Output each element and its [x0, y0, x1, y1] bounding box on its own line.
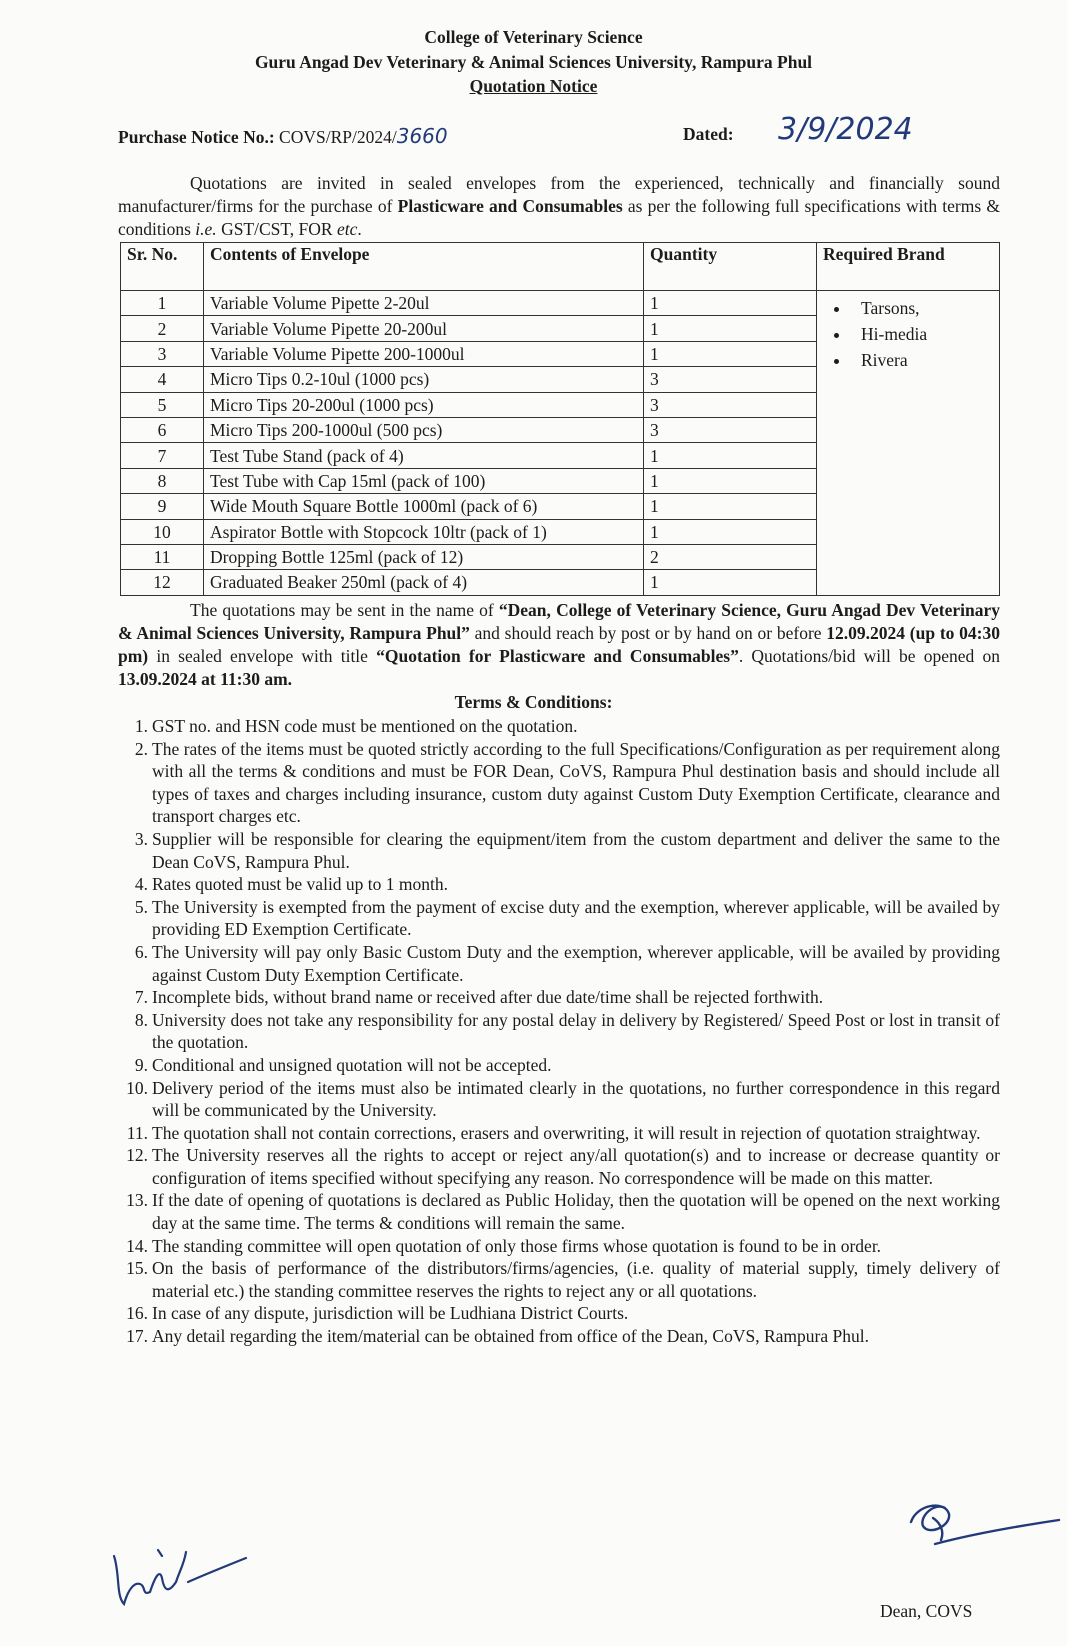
- intro-italic-2: etc: [336, 219, 358, 239]
- row-sr: 7: [121, 443, 204, 468]
- term-item: 3. Supplier will be responsible for clearing the equipment/item from the custom department and deliver the same to the Dean CoVS, Rampura Phul.: [134, 828, 1000, 872]
- initials-signature-left: [106, 1534, 256, 1614]
- header-quantity: Quantity: [644, 243, 817, 291]
- term-text: Conditional and unsigned quotation will not be accepted.: [152, 1054, 552, 1075]
- term-text: Delivery period of the items must also be intimated clearly in the quotations, no further correspondence in this regard will be communicated by the University.: [152, 1077, 1000, 1121]
- row-item: Micro Tips 200-1000ul (500 pcs): [204, 417, 644, 442]
- term-item: 7. Incomplete bids, without brand name or received after due date/time shall be rejected forthwith.: [134, 987, 824, 1008]
- term-item: 10. Delivery period of the items must also be intimated clearly in the quotations, no further correspondence in this regard will be communicated by the University.: [126, 1077, 1000, 1121]
- brand-list: [823, 295, 993, 373]
- intro-text-4: .: [357, 219, 362, 239]
- term-item: 1. GST no. and HSN code must be mentioned on the quotation.: [134, 716, 578, 736]
- row-sr: 12: [121, 570, 204, 595]
- instructions-addressee: “Dean, College of Veterinary Science, Guru Angad Dev Veterinary & Animal Sciences University, Rampura Phul”: [118, 600, 1000, 643]
- row-sr: 5: [121, 392, 204, 417]
- university-name: Guru Angad Dev Veterinary & Animal Sciences University, Rampura Phul: [254, 52, 813, 72]
- intro-text-2: as per the following full specifications with terms & conditions: [118, 196, 1000, 239]
- notice-title: Quotation Notice: [469, 76, 598, 96]
- term-text: Supplier will be responsible for clearing the equipment/item from the custom department and deliver the same to the Dean CoVS, Rampura Phul.: [152, 828, 1000, 872]
- row-item: Micro Tips 20-200ul (1000 pcs): [204, 392, 644, 417]
- row-item: Graduated Beaker 250ml (pack of 4): [204, 570, 644, 595]
- row-sr: 11: [121, 544, 204, 569]
- row-item: Test Tube Stand (pack of 4): [204, 443, 644, 468]
- instructions-envelope-title: “Quotation for Plasticware and Consumables”: [376, 646, 739, 666]
- term-item: 4. Rates quoted must be valid up to 1 month.: [134, 874, 449, 895]
- row-sr: 8: [121, 468, 204, 493]
- intro-text-3: GST/CST, FOR: [216, 219, 337, 239]
- row-qty: 1: [644, 468, 817, 493]
- header-sr-no: Sr. No.: [121, 243, 204, 291]
- term-text: Any detail regarding the item/material can be obtained from office of the Dean, CoVS, Rampura Phul.: [152, 1326, 869, 1347]
- term-text: University does not take any responsibility for any postal delay in delivery by Registered/ Speed Post or lost in transit of the quotation.: [152, 1009, 1000, 1053]
- row-item: Aspirator Bottle with Stopcock 10ltr (pack of 1): [204, 519, 644, 544]
- brand-item: • Rivera: [851, 347, 993, 373]
- intro-paragraph: [118, 172, 1000, 241]
- row-sr: 3: [121, 341, 204, 366]
- purchase-notice-handwritten-number: 3660: [396, 124, 448, 148]
- term-item: 5. The University is exempted from the payment of excise duty and the exemption, wherever applicable, will be availed by providing ED Exemption Certificate.: [134, 896, 1000, 940]
- row-sr: 4: [121, 367, 204, 392]
- instructions-text-1: The quotations may be sent in the name of: [190, 600, 499, 620]
- intro-bold: Plasticware and Consumables: [397, 196, 623, 216]
- dean-signature: [905, 1492, 1065, 1562]
- table-header-row: [121, 243, 1000, 291]
- row-item: Wide Mouth Square Bottle 1000ml (pack of 6): [204, 494, 644, 519]
- term-text: The quotation shall not contain corrections, erasers and overwriting, it will result in rejection of quotation straightway.: [152, 1122, 981, 1143]
- term-text: GST no. and HSN code must be mentioned on the quotation.: [152, 716, 578, 736]
- term-item: 13. If the date of opening of quotations is declared as Public Holiday, then the quotation will be opened on the next working day at the same time. The terms & conditions will remain the same.: [126, 1190, 1000, 1234]
- term-item: 11. The quotation shall not contain corrections, erasers and overwriting, it will result in rejection of quotation straightway.: [126, 1122, 981, 1143]
- term-item: 9. Conditional and unsigned quotation will not be accepted.: [134, 1054, 552, 1075]
- term-text: The rates of the items must be quoted strictly according to the full Specifications/Configuration as per requirement along with all the terms & conditions and must be FOR Dean, CoVS, Rampura Phul destination basis and should include all types of taxes and charges including insurance, custom duty against Custom Duty Exemption Certificate, clearance and transport charges etc.: [152, 738, 1000, 827]
- header-contents: Contents of Envelope: [204, 243, 644, 291]
- purchase-notice-label: Purchase Notice No.:: [118, 127, 275, 147]
- instructions-text-4: . Quotations/bid will be opened on: [738, 646, 1000, 666]
- row-item: Variable Volume Pipette 2-20ul: [204, 291, 644, 316]
- term-text: The University reserves all the rights to accept or reject any/all quotation(s) and to increase or decrease quantity or configuration of items specified without specifying any reason. No correspondence will be made on this matter.: [152, 1145, 1000, 1188]
- brand-item: • Tarsons,: [851, 295, 993, 321]
- row-sr: 10: [121, 519, 204, 544]
- row-qty: 1: [644, 570, 817, 595]
- intro-text-1: Quotations are invited in sealed envelopes from the experienced, technically and financially sound manufacturer/firms for the purchase of: [118, 173, 1000, 216]
- purchase-notice-line: [118, 124, 448, 148]
- handwritten-date: 3/9/2024: [778, 112, 913, 147]
- row-qty: 3: [644, 367, 817, 392]
- signatory-title: Dean, COVS: [880, 1601, 973, 1621]
- row-item: Variable Volume Pipette 20-200ul: [204, 316, 644, 341]
- term-item: 8. University does not take any responsibility for any postal delay in delivery by Registered/ Speed Post or lost in transit of the quotation.: [134, 1009, 1000, 1053]
- instructions-text-2: and should reach by post or by hand on or before: [469, 623, 827, 643]
- submission-instructions: [118, 599, 1000, 691]
- row-qty: 3: [644, 392, 817, 417]
- row-qty: 1: [644, 341, 817, 366]
- purchase-notice-prefix: COVS/RP/2024/: [279, 127, 397, 147]
- term-text: Incomplete bids, without brand name or received after due date/time shall be rejected forthwith.: [152, 987, 824, 1008]
- row-qty: 1: [644, 443, 817, 468]
- table-row: [121, 291, 1000, 316]
- intro-italic: i.e.: [195, 219, 217, 239]
- brand-item: • Hi-media: [851, 321, 993, 347]
- row-sr: 1: [121, 291, 204, 316]
- term-text: The standing committee will open quotation of only those firms whose quotation is found to be in order.: [152, 1235, 882, 1256]
- instructions-opening-date: 13.09.2024 at 11:30 am.: [118, 669, 293, 689]
- terms-list: [118, 715, 1000, 1348]
- instructions-text-3: in sealed envelope with title: [148, 646, 377, 666]
- term-item: 12. The University reserves all the rights to accept or reject any/all quotation(s) and to increase or decrease quantity or configuration of items specified without specifying any reason. No correspondence will be made on this matter.: [126, 1145, 1000, 1188]
- terms-title: Terms & Conditions:: [454, 692, 613, 712]
- row-sr: 6: [121, 417, 204, 442]
- row-sr: 9: [121, 494, 204, 519]
- college-name: College of Veterinary Science: [424, 27, 643, 47]
- row-qty: 1: [644, 291, 817, 316]
- required-brand-cell: [817, 291, 1000, 596]
- term-text: In case of any dispute, jurisdiction will be Ludhiana District Courts.: [152, 1303, 629, 1324]
- items-table: [120, 242, 1000, 596]
- row-qty: 1: [644, 519, 817, 544]
- row-sr: 2: [121, 316, 204, 341]
- term-text: The University will pay only Basic Custom Duty and the exemption, wherever applicable, will be availed by providing against Custom Duty Exemption Certificate.: [152, 941, 1000, 985]
- row-qty: 1: [644, 494, 817, 519]
- row-qty: 1: [644, 316, 817, 341]
- dated-label: Dated:: [683, 124, 734, 144]
- row-item: Micro Tips 0.2-10ul (1000 pcs): [204, 367, 644, 392]
- term-item: 14. The standing committee will open quotation of only those firms whose quotation is found to be in order.: [126, 1235, 882, 1256]
- header-required-brand: Required Brand: [817, 243, 1000, 291]
- row-item: Dropping Bottle 125ml (pack of 12): [204, 544, 644, 569]
- term-text: If the date of opening of quotations is declared as Public Holiday, then the quotation will be opened on the next working day at the same time. The terms & conditions will remain the same.: [152, 1190, 1000, 1234]
- term-item: 15. On the basis of performance of the distributors/firms/agencies, (i.e. quality of material supply, timely delivery of material etc.) the standing committee reserves the rights to reject any or all quotations.: [126, 1258, 1000, 1301]
- term-text: On the basis of performance of the distributors/firms/agencies, (i.e. quality of material supply, timely delivery of material etc.) the standing committee reserves the rights to reject any or all quotations.: [152, 1258, 1000, 1301]
- term-item: 16. In case of any dispute, jurisdiction will be Ludhiana District Courts.: [126, 1303, 629, 1324]
- row-qty: 3: [644, 417, 817, 442]
- instructions-deadline: 12.09.2024 (up to 04:30 pm): [118, 623, 1001, 666]
- row-item: Test Tube with Cap 15ml (pack of 100): [204, 468, 644, 493]
- row-item: Variable Volume Pipette 200-1000ul: [204, 341, 644, 366]
- term-text: The University is exempted from the payment of excise duty and the exemption, wherever applicable, will be availed by providing ED Exemption Certificate.: [152, 896, 1000, 940]
- term-text: Rates quoted must be valid up to 1 month.: [152, 874, 449, 895]
- term-item: 6. The University will pay only Basic Custom Duty and the exemption, wherever applicable, will be availed by providing against Custom Duty Exemption Certificate.: [134, 941, 1000, 985]
- row-qty: 2: [644, 544, 817, 569]
- term-item: 2. The rates of the items must be quoted strictly according to the full Specifications/Configuration as per requirement along with all the terms & conditions and must be FOR Dean, CoVS, Rampura Phul destination basis and should include all types of taxes and charges including insurance, custom duty against Custom Duty Exemption Certificate, clearance and transport charges etc.: [134, 738, 1000, 827]
- term-item: 17. Any detail regarding the item/material can be obtained from office of the Dean, CoVS, Rampura Phul.: [126, 1326, 869, 1347]
